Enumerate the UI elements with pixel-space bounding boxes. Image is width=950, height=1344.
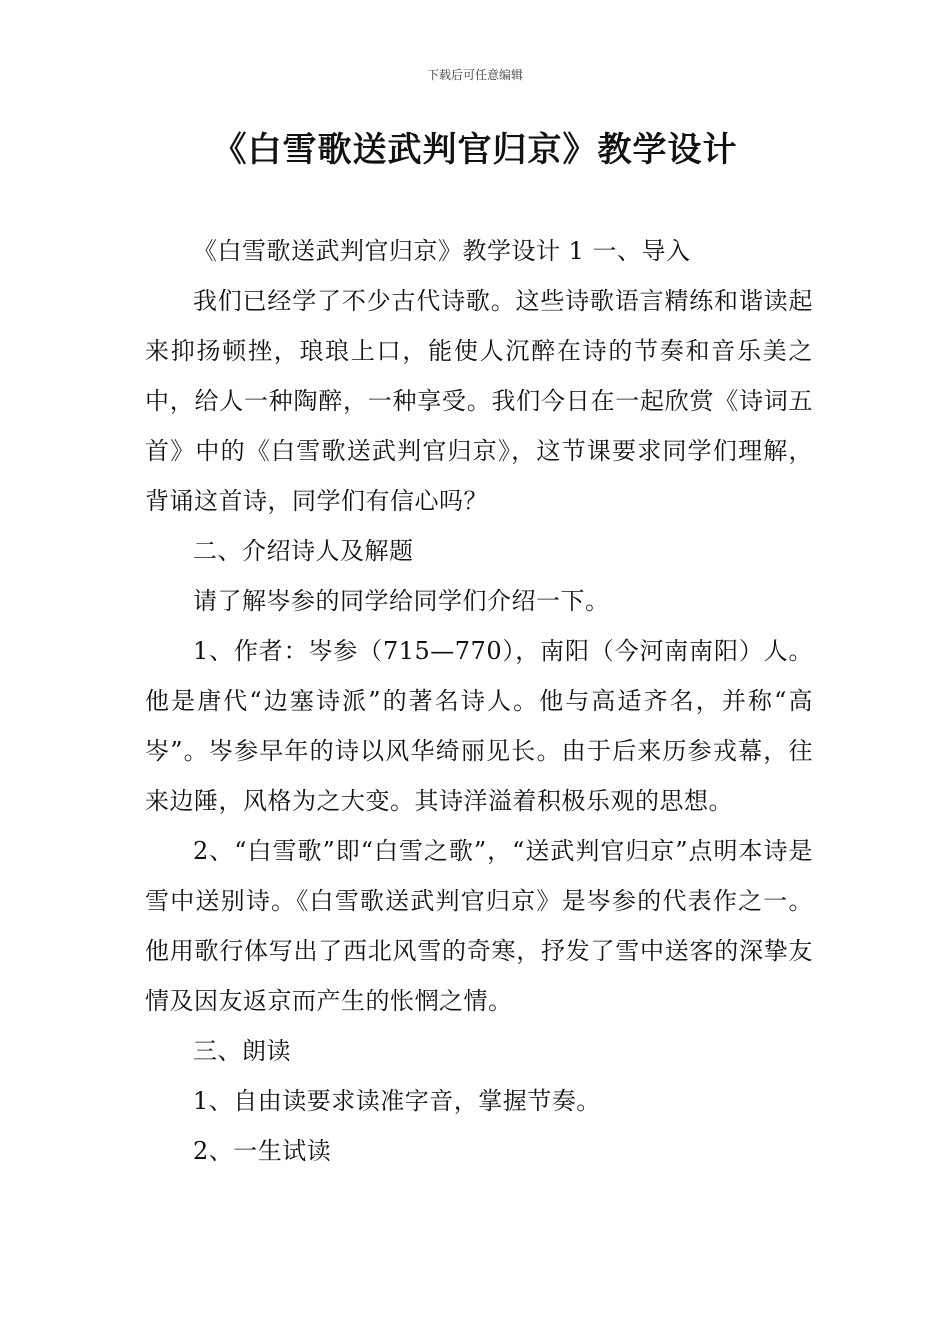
paragraph-poet-prompt: 请了解岑参的同学给同学们介绍一下。 (193, 587, 610, 615)
section-heading-reading: 三、朗读 (193, 1037, 291, 1065)
document-body (145, 226, 813, 1176)
paragraph-intro-heading: 《白雪歌送武判官归京》教学设计 1 一、导入 (193, 237, 691, 265)
document-title: 《白雪歌送武判官归京》教学设计 (212, 130, 738, 170)
paragraph-reading-step-1: 1、自由读要求读准字音，掌握节奏。 (193, 1087, 601, 1115)
section-heading-poet: 二、介绍诗人及解题 (193, 537, 414, 565)
paragraph-intro-text: 我们已经学了不少古代诗歌。这些诗歌语言精练和谐读起来抑扬顿挫，琅琅上口，能使人沉醉在诗的节奏和音乐美之中，给人一种陶醉，一种享受。我们今日在一起欣赏《诗词五首》中的《白雪歌送武判官归京》，这节课要求同学们理解，背诵这首诗，同学们有信心吗？ (145, 287, 813, 515)
paragraph-reading-step-2: 2、一生试读 (193, 1137, 332, 1165)
paragraph-author: 1、作者：岑参（715—770），南阳（今河南南阳）人。他是唐代“边塞诗派”的著名诗人。他与高适齐名，并称“高岑”。岑参早年的诗以风华绮丽见长。由于后来历参戎幕，往来边陲，风格为之大变。其诗洋溢着积极乐观的思想。 (145, 637, 813, 815)
header-note: 下载后可任意编辑 (426, 68, 523, 82)
paragraph-title-explanation: 2、“白雪歌”即“白雪之歌”，“送武判官归京”点明本诗是雪中送别诗。《白雪歌送武判官归京》是岑参的代表作之一。他用歌行体写出了西北风雪的奇寒，抒发了雪中送客的深挚友情及因友返京而产生的怅惘之情。 (145, 837, 813, 1015)
